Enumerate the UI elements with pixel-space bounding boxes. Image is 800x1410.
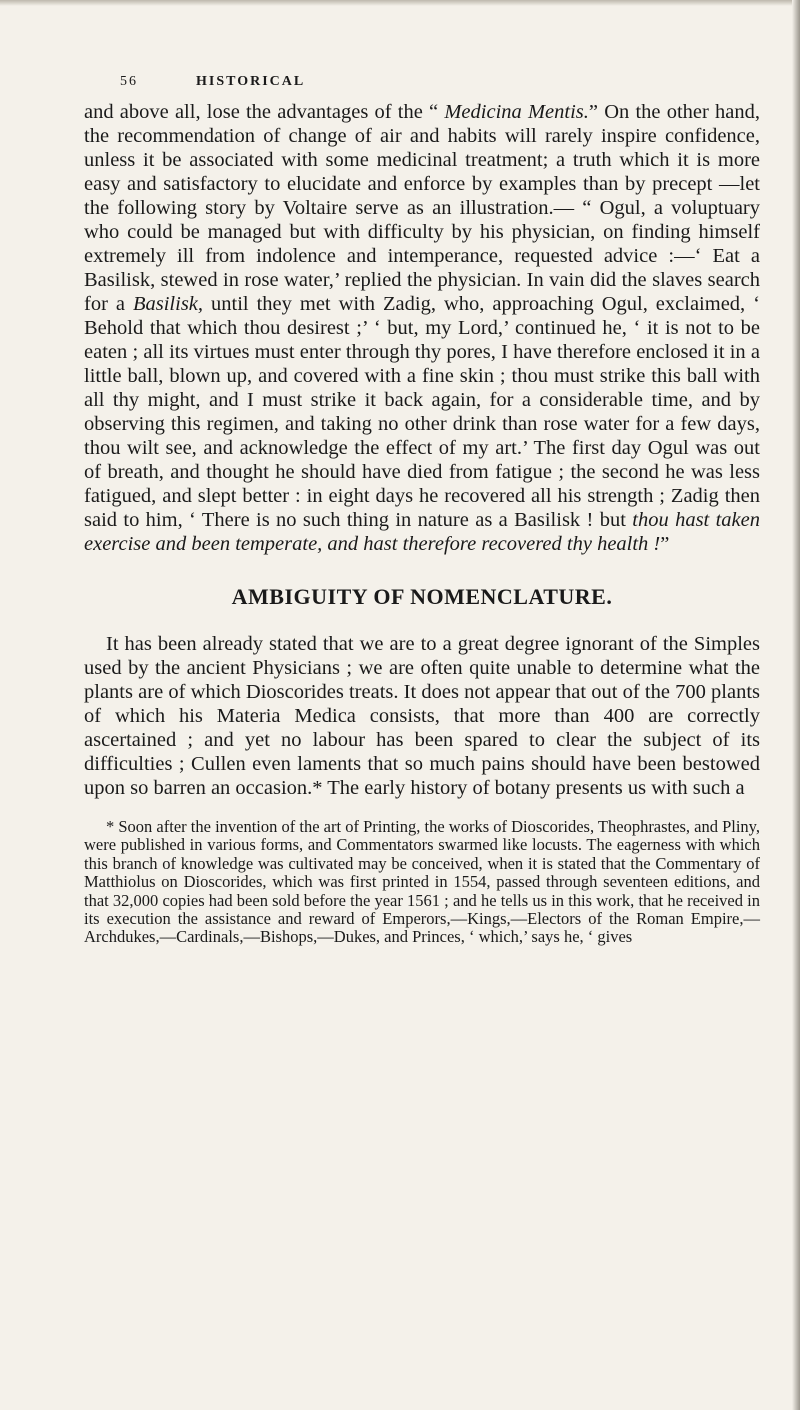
paragraph1-body-continued: until they met with Zadig, who, approaching Ogul, exclaimed, ‘ Behold that which thou desirest ;’ ‘ but, my Lord,’ continued he, ‘ it is not to be eaten ; all its virtues must enter through thy pores, I have therefore enclosed it in a little ball, blown up, and covered with a fine skin ; thou must strike this ball with all thy might, and I must strike it back again, for a considerable time, and by observing this regimen, and taking no other drink than rose water for a few days, thou wilt see, and acknowledge the effect of my art.’ The first day Ogul was out of breath, and thought he should have died from fatigue ; the second he was less fatigued, and slept better : in eight days he recovered all his strength ; Zadig then said to him, ‘ There is no such thing in nature as a Basilisk ! but	[84, 293, 760, 531]
footnote: * Soon after the invention of the art of Printing, the works of Dioscorides, Theophrastes, and Pliny, were published in various forms, and Commentators swarmed like locusts. The eagerness with which this branch of knowledge was cultivated may be conceived, when it is stated that the Commentary of Matthiolus on Dioscorides, which was first printed in 1554, passed through seventeen editions, and that 32,000 copies had been sold before the year 1561 ; and he tells us in this work, that he received in its execution the assistance and reward of Emperors,—Kings,—Electors of the Roman Empire,—Archdukes,—Cardinals,—Bishops,—Dukes, and Princes, ‘ which,’ says he, ‘ gives	[84, 817, 760, 947]
paragraph1-italic-basilisk: Basilisk,	[132, 293, 204, 315]
paragraph1-italic-title: Medicina Mentis.	[444, 101, 589, 123]
running-head: HISTORICAL	[196, 74, 306, 89]
paragraph1-body: ” On the other hand, the recommendation of change of air and habits will rarely inspire confidence, unless it be associated with some medicinal treatment; a truth which it is more easy and satisfactory to elucidate and enforce by examples than by precept —let the following story by Voltaire serve as an illustration.— “ Ogul, a voluptuary who could be managed but with difficulty by his physician, on finding himself extremely ill from indolence and intemperance, requested advice :—‘ Eat a Basilisk, stewed in rose water,’ replied the physician. In vain did the slaves search for a	[84, 101, 760, 315]
paragraph1-closing-quote: ”	[660, 533, 670, 555]
paragraph-voltaire-story	[84, 100, 760, 556]
paragraph1-lead: and above all, lose the advantages of the “	[84, 101, 445, 123]
section-heading: AMBIGUITY OF NOMENCLATURE.	[231, 584, 613, 609]
book-page	[84, 60, 760, 947]
page-header	[84, 60, 760, 100]
page-number: 56	[120, 74, 138, 89]
page-top-edge	[0, 0, 800, 6]
paragraph1-italic-closing: thou hast taken exercise and been temperate, and hast therefore recovered thy health !	[84, 509, 760, 555]
paragraph-nomenclature: It has been already stated that we are to a great degree ignorant of the Simples used by the ancient Physicians ; we are often quite unable to determine what the plants are of which Dioscorides treats. It does not appear that out of the 700 plants of which his Materia Medica consists, that more than 400 are correctly ascertained ; and yet no labour has been spared to clear the subject of its difficulties ; Cullen even laments that so much pains should have been bestowed upon so barren an occasion.* The early history of botany presents us with such a	[84, 633, 760, 799]
page-right-edge	[792, 0, 800, 1410]
